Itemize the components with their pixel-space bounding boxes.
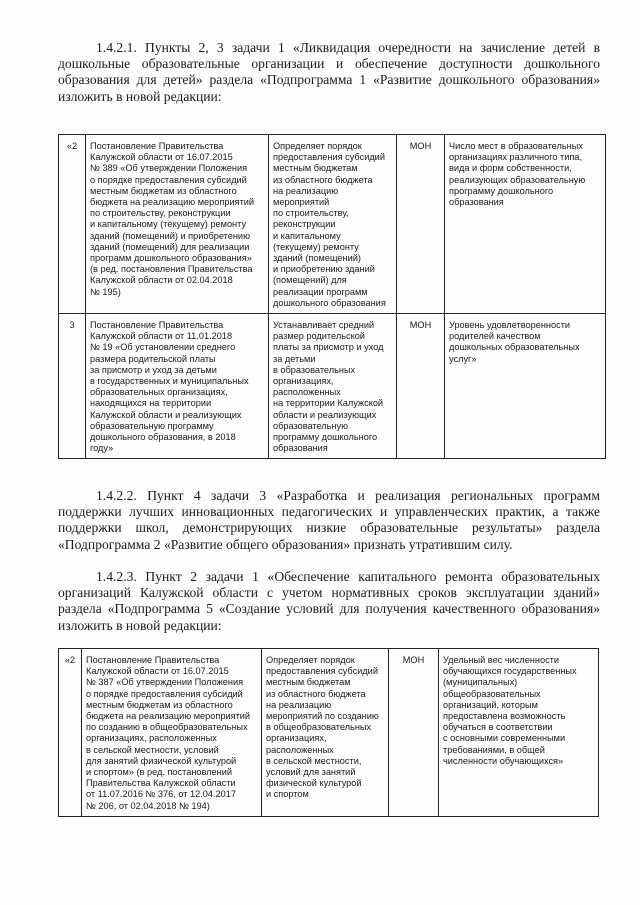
purpose-cell <box>262 649 389 817</box>
purpose-cell-line: мероприятий <box>273 197 330 208</box>
purpose-cell-line: организациях, <box>266 733 327 744</box>
legal-act-cell-line: местным бюджетам из областного <box>90 185 237 196</box>
purpose-cell-line: физической культурой <box>266 778 362 789</box>
legal-act-cell-line: для занятий физической культурой <box>86 755 237 766</box>
purpose-cell-line: на реализацию <box>266 699 332 710</box>
purpose-cell-line: местным бюджетам <box>273 163 358 174</box>
indicator-cell-line: организаций, которым <box>443 699 538 710</box>
purpose-cell-line: образовательную <box>273 420 349 431</box>
legal-act-cell-line: образовательных организациях, <box>90 387 228 398</box>
legal-act-cell-line: Калужской области от 11.01.2018 <box>90 331 233 342</box>
purpose-cell-line: организациях, <box>273 376 334 387</box>
purpose-cell-line: на реализацию <box>273 185 339 196</box>
legal-act-cell-line: Калужской области от 16.07.2015 <box>86 666 229 677</box>
table-row <box>59 135 606 314</box>
legal-act-cell-line: в государственных и муниципальных <box>90 376 249 387</box>
legal-act-cell-line: бюджета на реализацию мероприятий <box>90 197 255 208</box>
purpose-cell-line: дошкольного образования <box>273 297 386 308</box>
legal-act-cell-line: № 19 «Об установлении среднего <box>90 342 236 353</box>
indicator-cell-line: дошкольных образовательных <box>449 342 580 353</box>
legal-act-cell-line: и спортом» (в ред. постановлений <box>86 767 232 778</box>
legal-act-cell-line: Постановление Правительства <box>90 320 224 331</box>
indicator-cell-line: программу дошкольного <box>449 185 554 196</box>
paragraph-text: 1.4.2.1. Пункты 2, 3 задачи 1 «Ликвидация очередности на зачисление детей в дошкольные образовательные организации и обеспечение доступности дошкольного образования для детей» раздела «Подпрограмма 1 «Развитие дошкольного образования» изложить в новой редакции: <box>58 40 600 104</box>
purpose-cell-line: предоставления субсидий <box>273 152 385 163</box>
legal-act-cell-line: по созданию в общеобразовательных <box>86 722 248 733</box>
purpose-cell <box>269 135 397 314</box>
paragraph-text: 1.4.2.2. Пункт 4 задачи 3 «Разработка и реализация региональных программ поддержки лучших инновационных педагогических и управленческих практик, а также поддержки школ, демонстрирующих низкие образовательные результаты» раздела «Подпрограмма 2 «Развитие общего образования» признать утратившим силу. <box>58 488 600 552</box>
executor-cell: МОН <box>389 649 439 817</box>
purpose-cell-line: из областного бюджета <box>266 688 366 699</box>
indicator-cell-line: Удельный вес численности <box>443 655 559 665</box>
table-row <box>59 314 606 459</box>
legal-act-cell-line: зданий (помещений) и приобретению <box>90 230 250 241</box>
indicator-cell-line: общеобразовательных <box>443 688 541 699</box>
legal-act-cell-line: и капитальному (текущему) ремонту <box>90 219 247 230</box>
purpose-cell-line: (помещений) для <box>273 275 347 286</box>
indicator-cell <box>439 649 599 817</box>
purpose-cell-line: в образовательных <box>273 364 356 375</box>
indicator-cell-line: Уровень удовлетворенности <box>449 320 571 331</box>
indicator-cell-line: родителей качеством <box>449 331 541 342</box>
legal-act-cell-line: Калужской области от 02.04.2018 <box>90 275 233 286</box>
legal-act-cell-line: о порядке предоставления субсидий <box>86 688 243 699</box>
indicator-cell-line: требованиями, в общей <box>443 744 545 755</box>
purpose-cell-line: на территории Калужской <box>273 398 384 409</box>
legal-act-cell-line: размера родительской платы <box>90 353 216 364</box>
legal-act-cell-line: местным бюджетам из областного <box>86 699 233 710</box>
indicator-cell-line: организациях различного типа, <box>449 152 582 163</box>
legal-act-cell-line: организациях, расположенных <box>86 733 217 744</box>
purpose-cell-line: в сельской местности, <box>266 755 362 766</box>
purpose-cell-line: программу дошкольного <box>273 432 378 443</box>
program-table-2 <box>58 648 599 817</box>
purpose-cell-line: реконструкции <box>273 219 336 230</box>
purpose-cell-line: по строительству, <box>273 208 349 219</box>
indicator-cell-line: реализующих образовательную <box>449 174 586 185</box>
indicator-cell-line: обучаться в соответствии <box>443 722 553 733</box>
legal-act-cell-line: по строительству, реконструкции <box>90 208 231 219</box>
indicator-cell-line: с основными современными <box>443 733 566 744</box>
legal-act-cell-line: бюджета на реализацию мероприятий <box>86 711 251 722</box>
program-table-1 <box>58 134 606 459</box>
paragraph-1-4-2-2 <box>58 488 600 553</box>
row-number-cell: «2 <box>59 649 82 817</box>
purpose-cell-line: расположенных <box>266 744 334 755</box>
purpose-cell-line: и капитальному <box>273 230 341 241</box>
legal-act-cell-line: о порядке предоставления субсидий <box>90 174 247 185</box>
purpose-cell <box>269 314 397 459</box>
legal-act-cell-line: от 11.07.2016 № 376, от 12.04.2017 <box>86 789 237 800</box>
legal-act-cell-line: в сельской местности, условий <box>86 744 219 755</box>
indicator-cell <box>445 314 606 459</box>
indicator-cell-line: обучающихся государственных <box>443 666 577 677</box>
indicator-cell-line: Число мест в образовательных <box>449 141 583 151</box>
purpose-cell-line: расположенных <box>273 387 341 398</box>
purpose-cell-line: предоставления субсидий <box>266 666 378 677</box>
row-number-cell: «2 <box>59 135 86 314</box>
legal-act-cell-line: зданий (помещений) для реализации <box>90 241 250 252</box>
indicator-cell-line: (муниципальных) <box>443 677 518 688</box>
purpose-cell-line: Устанавливает средний <box>273 320 375 331</box>
indicator-cell-line: численности обучающихся» <box>443 755 564 766</box>
table-row <box>59 649 599 817</box>
purpose-cell-line: за детьми <box>273 353 316 364</box>
purpose-cell-line: из областного бюджета <box>273 174 373 185</box>
legal-act-cell <box>86 135 269 314</box>
indicator-cell <box>445 135 606 314</box>
legal-act-cell-line: № 206, от 02.04.2018 № 194) <box>86 800 210 811</box>
legal-act-cell-line: году» <box>90 443 114 454</box>
paragraph-1-4-2-3 <box>58 569 600 634</box>
indicator-cell-line: вида и форм собственности, <box>449 163 572 174</box>
purpose-cell-line: (текущему) ремонту <box>273 241 359 252</box>
purpose-cell-line: и спортом <box>266 789 309 800</box>
legal-act-cell-line: дошкольного образования, в 2018 <box>90 432 236 443</box>
legal-act-cell-line: Постановление Правительства <box>90 141 224 151</box>
purpose-cell-line: условий для занятий <box>266 767 356 778</box>
indicator-cell-line: предоставлена возможность <box>443 711 566 722</box>
executor-cell: МОН <box>397 135 445 314</box>
legal-act-cell <box>82 649 262 817</box>
purpose-cell-line: Определяет порядок <box>266 655 355 665</box>
indicator-cell-line: услуг» <box>449 353 477 364</box>
purpose-cell-line: реализации программ <box>273 286 368 297</box>
legal-act-cell-line: (в ред. постановления Правительства <box>90 264 253 275</box>
legal-act-cell-line: № 387 «Об утверждении Положения <box>86 677 244 688</box>
purpose-cell-line: размер родительской <box>273 331 365 342</box>
purpose-cell-line: и приобретению зданий <box>273 264 375 275</box>
purpose-cell-line: мероприятий по созданию <box>266 711 379 722</box>
purpose-cell-line: платы за присмотр и уход <box>273 342 384 353</box>
indicator-cell-line: образования <box>449 197 504 208</box>
legal-act-cell-line: Калужской области от 16.07.2015 <box>90 152 233 163</box>
paragraph-text: 1.4.2.3. Пункт 2 задачи 1 «Обеспечение капитального ремонта образовательных организаций Калужской области с учетом нормативных сроков эксплуатации зданий» раздела «Подпрограмма 5 «Создание условий для получения качественного образования» изложить в новой редакции: <box>58 569 600 633</box>
executor-cell: МОН <box>397 314 445 459</box>
legal-act-cell-line: программ дошкольного образования» <box>90 253 252 264</box>
purpose-cell-line: области и реализующих <box>273 409 377 420</box>
legal-act-cell <box>86 314 269 459</box>
row-number-cell: 3 <box>59 314 86 459</box>
purpose-cell-line: в общеобразовательных <box>266 722 372 733</box>
legal-act-cell-line: за присмотр и уход за детьми <box>90 364 217 375</box>
purpose-cell-line: зданий (помещений) <box>273 253 361 264</box>
legal-act-cell-line: находящихся на территории <box>90 398 212 409</box>
legal-act-cell-line: Правительства Калужской области <box>86 778 236 789</box>
legal-act-cell-line: Калужской области и реализующих <box>90 409 242 420</box>
purpose-cell-line: Определяет порядок <box>273 141 362 151</box>
legal-act-cell-line: Постановление Правительства <box>86 655 220 665</box>
legal-act-cell-line: № 195) <box>90 286 121 297</box>
legal-act-cell-line: образовательную программу <box>90 420 214 431</box>
paragraph-1-4-2-1 <box>58 40 600 105</box>
purpose-cell-line: образования <box>273 443 328 454</box>
purpose-cell-line: местным бюджетам <box>266 677 351 688</box>
legal-act-cell-line: № 389 «Об утверждении Положения <box>90 163 248 174</box>
